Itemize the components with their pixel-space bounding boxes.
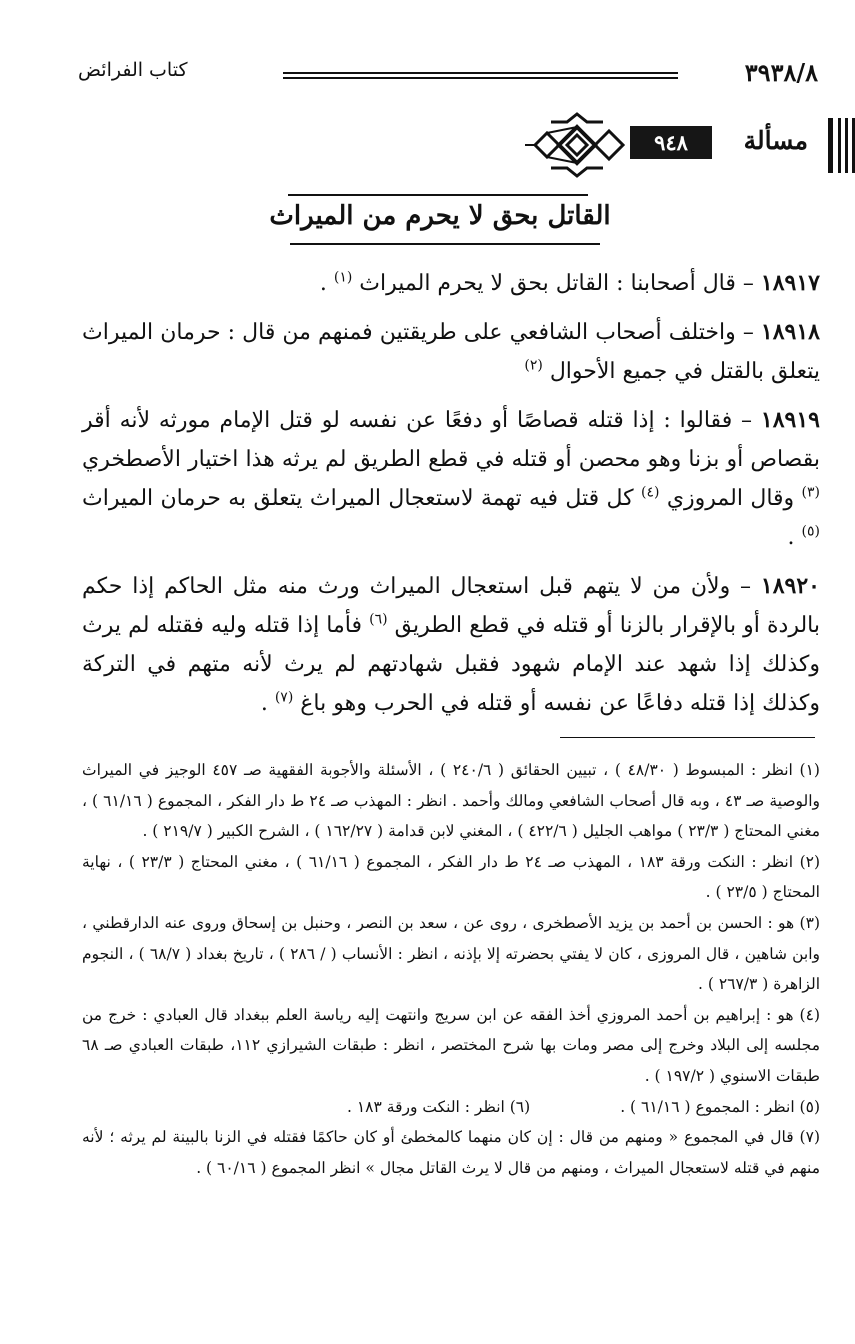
footnote-3: (٣) هو : الحسن بن أحمد بن يزيد الأصطخرى ، روى عن ، سعد بن النصر ، وحنبل بن إسحاق وروى عنه الدارقطني ، وابن شاهين ، قال المروزى ، كان لا يفتي بحضرته إلا بإذنه ، انظر : الأنساب ( / ٢٨٦ ) ، تاريخ بغداد ( ٦٨/٧ ) ، النجوم الزاهرة ( ٢٦٧/٣ ) . bbox=[82, 913, 821, 994]
footnote-7: (٧) قال في المجموع « ومنهم من قال : إن كان منهما كالمخطئ أو كان حاكمًا فقتله في الزنا بالبينة لم يرثه ؛ لأنه منهم في قتله لاستعجال الميراث ، ومنهم من قال لا يرث القاتل مجال » انظر المجموع ( ٦٠/١٦ ) . bbox=[82, 1128, 820, 1177]
paragraph-18920 bbox=[82, 567, 820, 723]
footnote-5: (٥) انظر : المجموع ( ٦١/١٦ ) . bbox=[620, 1097, 820, 1116]
chapter-title: القاتل بحق لا يحرم من الميراث bbox=[269, 201, 611, 231]
masala-label: مسألة bbox=[743, 126, 808, 155]
title-rule-bottom bbox=[290, 243, 600, 245]
title-rule-top bbox=[288, 194, 588, 196]
footnotes bbox=[82, 755, 820, 1183]
paragraph-text-2: وقال المروزي bbox=[659, 486, 802, 511]
footnote-6: (٦) انظر : النكت ورقة ١٨٣ . bbox=[346, 1097, 531, 1116]
footnote-ref: (٦) bbox=[369, 611, 388, 628]
banner-bars bbox=[823, 118, 855, 173]
footnote-ref: (١) bbox=[333, 269, 353, 286]
footnote-1: (١) انظر : المبسوط ( ٤٨/٣٠ ) ، تبيين الحقائق ( ٢٤٠/٦ ) ، الأسئلة والأجوبة الفقهية صـ ٤٥٧ الوجيز في الميراث والوصية صـ ٤٣ ، وبه قال أصحاب الشافعي ومالك وأحمد . انظر : المهذب صـ ٢٤ ط دار الفكر ، المجموع ( ٦١/١٦ ) ، مغني المحتاج ( ٢٣/٣ ) مواهب الجليل ( ٤٢٢/٦ ) ، المغني لابن قدامة ( ١٦٢/٢٧ ) ، الشرح الكبير ( ٢١٩/٧ ) . bbox=[82, 761, 821, 841]
book-title: كتاب الفرائض bbox=[78, 59, 188, 81]
masala-banner bbox=[535, 112, 855, 182]
ornament-icon bbox=[525, 112, 625, 178]
body-text bbox=[82, 264, 820, 733]
paragraph-number: ١٨٩١٧ bbox=[760, 270, 820, 296]
footnote-ref: (٤) bbox=[641, 484, 660, 501]
paragraph-number: ١٨٩١٨ bbox=[760, 319, 820, 345]
header-rule bbox=[283, 72, 678, 79]
paragraph-text: – فقالوا : إذا قتله قصاصًا أو دفعًا عن نفسه لو قتل الإمام مورثه لأنه أقر بقصاص أو بزنا وهو محصن أو قتله في قطع الطريق لم يرثه هذا اختيار الأصطخري bbox=[82, 408, 820, 472]
paragraph-18919 bbox=[82, 401, 820, 557]
running-header bbox=[78, 56, 818, 96]
paragraph-18917 bbox=[82, 264, 820, 303]
paragraph-18918 bbox=[82, 313, 820, 391]
paragraph-text: – واختلف أصحاب الشافعي على طريقتين فمنهم من قال : حرمان الميراث يتعلق بالقتل في جميع الأحوال bbox=[82, 320, 820, 384]
footnote-ref: (٥) bbox=[801, 523, 820, 540]
footnote-2: (٢) انظر : النكت ورقة ١٨٣ ، المهذب صـ ٢٤ ط دار الفكر ، المجموع ( ٦١/١٦ ) ، مغني المحتاج ( ٢٣/٣ ) ، نهاية المحتاج ( ٢٣/٥ ) . bbox=[82, 852, 821, 902]
footnote-rule bbox=[560, 737, 815, 738]
footnote-ref: (٣) bbox=[801, 484, 820, 501]
masala-number: ٩٤٨ bbox=[630, 126, 712, 159]
paragraph-text: – ولأن من لا يتهم قبل استعجال الميراث ورث منه مثل الحاكم إذا حكم بالردة أو بالإقرار بالزنا أو قتله في قطع الطريق bbox=[82, 574, 820, 638]
paragraph-number: ١٨٩٢٠ bbox=[760, 573, 820, 599]
paragraph-text-2: فأما إذا قتله وليه فقتله لم يرث وكذلك إذا شهد عند الإمام شهود فقبل شهادتهم لم يرث لأنه متهم في التركة وكذلك إذا قتله دفاعًا عن نفسه أو قتله في الحرب وهو باغ bbox=[82, 613, 820, 716]
paragraph-tail: . bbox=[260, 691, 275, 716]
paragraph-text: – قال أصحابنا : القاتل بحق لا يحرم الميراث bbox=[352, 271, 761, 296]
page-number: ٣٩٣٨/٨ bbox=[744, 58, 818, 87]
paragraph-tail: . bbox=[319, 271, 334, 296]
footnote-4: (٤) هو : إبراهيم بن أحمد المروزي أخذ الفقه عن ابن سريج وانتهت إليه رياسة العلم ببغداد قال العبادي : خرج من مجلسه إلى البلاد وخرج إلى مصر ومات بها شرح المختصر ، انظر : طبقات الشيرازي ١١٢، طبقات العبادي صـ ٦٨ طبقات الاسنوي ( ١٩٧/٢ ) . bbox=[82, 1005, 820, 1085]
paragraph-text-3: كل قتل فيه تهمة لاستعجال الميراث يتعلق به حرمان الميراث bbox=[82, 486, 641, 511]
footnote-row-5-6 bbox=[82, 1092, 820, 1123]
paragraph-number: ١٨٩١٩ bbox=[760, 407, 820, 433]
footnote-ref: (٧) bbox=[274, 689, 294, 706]
footnote-ref: (٢) bbox=[524, 357, 543, 374]
paragraph-tail: . bbox=[787, 525, 802, 550]
